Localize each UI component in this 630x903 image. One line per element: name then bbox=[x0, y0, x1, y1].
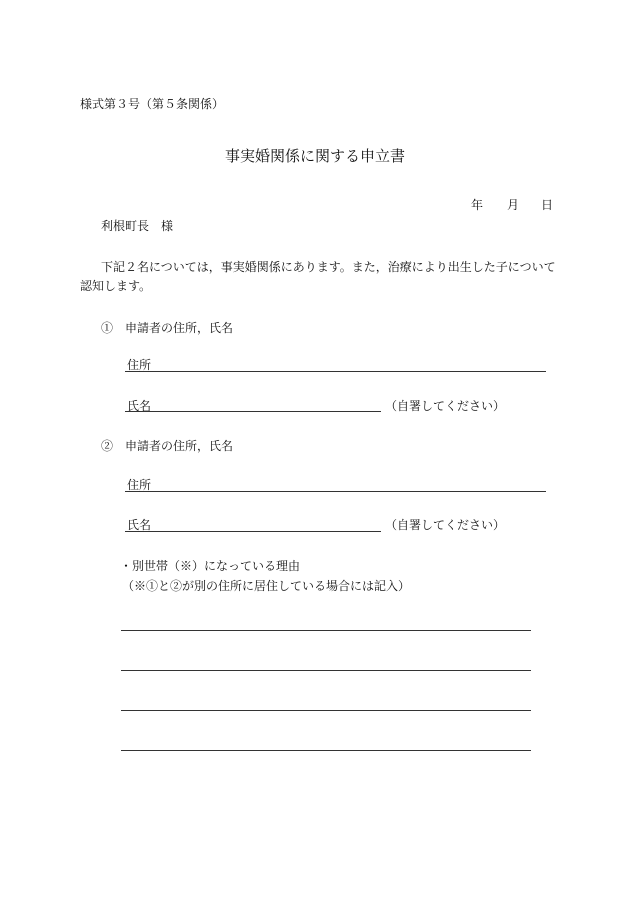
separate-household-note: （※①と②が別の住所に居住している場合には記入） bbox=[122, 579, 411, 593]
statement-line-2: 認知します。 bbox=[80, 279, 152, 293]
reason-line-3[interactable] bbox=[121, 710, 531, 711]
applicant-1-name-line[interactable] bbox=[125, 411, 381, 412]
reason-line-1[interactable] bbox=[121, 630, 531, 631]
form-number: 様式第３号（第５条関係） bbox=[80, 97, 225, 111]
applicant-2-name-label: 氏名 bbox=[127, 518, 152, 532]
applicant-1-signature-note: （自署してください） bbox=[385, 399, 506, 413]
document-title: 事実婚関係に関する申立書 bbox=[224, 147, 405, 165]
applicant-2-address-line[interactable] bbox=[125, 491, 546, 492]
separate-household-heading: ・別世帯（※）になっている理由 bbox=[120, 559, 301, 573]
reason-line-2[interactable] bbox=[121, 670, 531, 671]
date-month-label: 月 bbox=[507, 198, 520, 212]
reason-line-4[interactable] bbox=[121, 750, 531, 751]
applicant-1-heading: ① 申請者の住所，氏名 bbox=[101, 321, 234, 335]
applicant-2-signature-note: （自署してください） bbox=[385, 518, 506, 532]
addressee: 利根町長 様 bbox=[101, 219, 174, 233]
applicant-1-name-label: 氏名 bbox=[127, 399, 152, 413]
applicant-2-heading: ② 申請者の住所，氏名 bbox=[101, 439, 234, 453]
statement-line-1: 下記２名については，事実婚関係にあります。また，治療により出生した子について bbox=[101, 260, 556, 274]
applicant-2-address-label: 住所 bbox=[127, 478, 152, 492]
applicant-2-name-line[interactable] bbox=[125, 531, 381, 532]
applicant-1-address-label: 住所 bbox=[127, 358, 152, 372]
date-year-label: 年 bbox=[471, 198, 484, 212]
applicant-1-address-line[interactable] bbox=[125, 371, 546, 372]
date-day-label: 日 bbox=[541, 198, 554, 212]
